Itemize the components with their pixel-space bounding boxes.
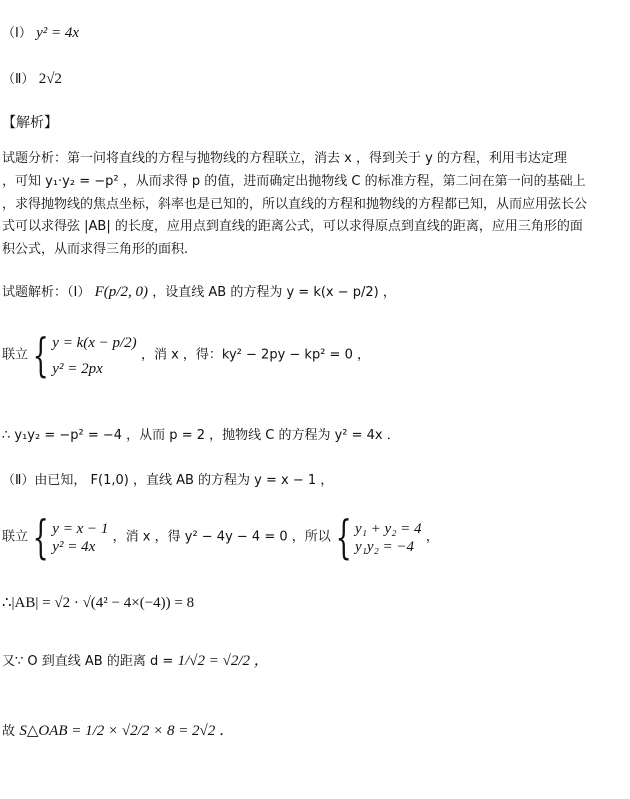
system1-suffix: ，消 x ，得：ky² − 2py − kp² = 0 ， — [140, 347, 370, 363]
brace-icon: { — [32, 510, 49, 564]
solution-intro-line — [2, 283, 396, 303]
system3-eq2: y₁y₂ = −4 — [355, 538, 415, 555]
analysis-line-3: ，求得抛物线的焦点坐标，斜率也是已知的，所以直线的方程和抛物线的方程都已知，从而应用弦长公 — [2, 197, 588, 212]
system1-prefix: 联立 — [2, 347, 29, 363]
system1-eq2: y² = 2px — [52, 361, 103, 377]
focus-point: F(p/2, 0) — [94, 284, 148, 300]
answer-part2-formula: 2√2 — [38, 71, 62, 87]
system1-eq1: y = k(x − p/2) — [52, 335, 137, 351]
analysis-line-4: 式可以求得弦 |AB| 的长度，应用点到直线的距离公式，可以求得原点到直线的距离，应用三角形的面 — [2, 219, 583, 234]
area-prefix: 故 — [2, 724, 16, 739]
part2-intro: （Ⅱ）由已知， F(1,0) ，直线 AB 的方程为 y = x − 1 ， — [2, 473, 334, 488]
distance-prefix: 又∵ O 到直线 AB 的距离 d = — [2, 654, 174, 669]
ab-length: ∴|AB| = √2 · √(4² − 4×(−4)) = 8 — [2, 595, 195, 611]
brace-icon: { — [335, 510, 352, 564]
system2-eq1: y = x − 1 — [52, 520, 109, 537]
analysis-heading: 【解析】 — [2, 115, 58, 131]
system3-equations — [355, 520, 422, 556]
solution-intro: 试题解析：（Ⅰ） — [2, 285, 91, 300]
area-formula: S△OAB = 1/2 × √2/2 × 8 = 2√2 ． — [19, 723, 235, 739]
system2-eq2: y² = 4x — [52, 538, 96, 555]
system3-eq1: y₁ + y₂ = 4 — [355, 520, 422, 537]
answer-part1 — [2, 24, 79, 44]
system2-line — [2, 510, 439, 564]
brace-icon: { — [32, 328, 49, 383]
area-line — [2, 722, 234, 742]
system2-prefix: 联立 — [2, 529, 29, 545]
analysis-line-2: ，可知 y₁·y₂ = −p² ，从而求得 p 的值，进而确定出抛物线 C 的标准方程，第二问在第一问的基础上 — [2, 174, 586, 189]
system3-suffix: ， — [425, 529, 439, 545]
answer-part1-formula: y² = 4x — [36, 25, 80, 41]
analysis-line-1: 试题分析：第一问将直线的方程与抛物线的方程联立，消去 x ，得到关于 y 的方程，利用韦达定理 — [2, 151, 567, 166]
analysis-line-5: 积公式，从而求得三角形的面积. — [2, 242, 189, 257]
distance-line — [2, 652, 269, 672]
answer-part2 — [2, 70, 62, 90]
system1-line — [2, 328, 370, 383]
system2-equations — [52, 520, 108, 556]
answer-part1-label: （Ⅰ） — [2, 26, 32, 41]
distance-value: 1/√2 = √2/2 ， — [177, 653, 269, 669]
system2-mid: ，消 x ，得 y² − 4y − 4 = 0 ，所以 — [112, 529, 331, 545]
system1-equations — [52, 334, 136, 378]
line-equation-text: ，设直线 AB 的方程为 y = k(x − p/2) ， — [152, 285, 396, 300]
answer-part2-label: （Ⅱ） — [2, 72, 35, 87]
result-part1: ∴ y₁y₂ = −p² = −4 ，从而 p = 2 ，抛物线 C 的方程为 y² = 4x ． — [2, 428, 400, 443]
